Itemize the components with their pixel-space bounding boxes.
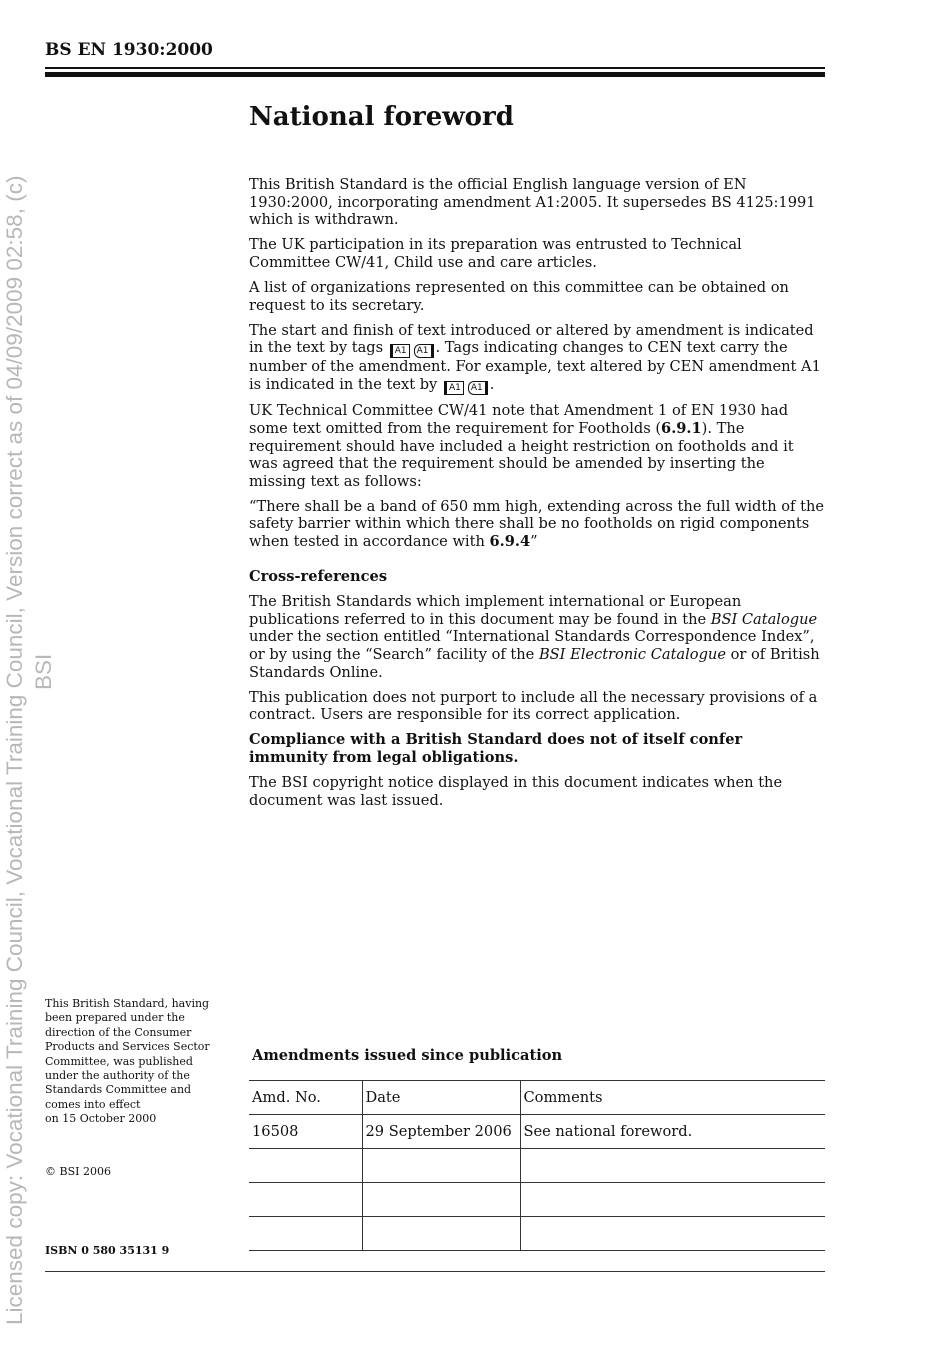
paragraph-6-text-a: “There shall be a band of 650 mm high, extending across the full width of the safety barrier within which there shall be no footholds on rigid components when tested in accordance with (249, 497, 824, 550)
table-row (249, 1149, 825, 1183)
amendment-tag-close-icon: A1 (414, 344, 434, 358)
paragraph-4-text-c: . (489, 375, 495, 393)
paragraph-7 (249, 593, 825, 681)
footer-rule (45, 1271, 825, 1272)
header-amd-no: Amd. No. (249, 1081, 362, 1115)
copyright-notice: © BSI 2006 (45, 1165, 111, 1178)
main-content (249, 100, 825, 817)
amendment-tag-open-icon: A1 (444, 381, 464, 395)
paragraph-5 (249, 402, 825, 490)
paragraph-5-text-a: UK Technical Committee CW/41 note that Amendment 1 of EN 1930 had some text omitted from the requirement for Footholds ( (249, 402, 789, 437)
table-header-row (249, 1081, 825, 1115)
notice-text: This British Standard, having been prepared under the direction of the Consumer Products and Services Sector Committee, was published under the authority of the Standards Committee and comes into effect (45, 997, 210, 1111)
cell-date (362, 1149, 520, 1183)
cell-comments: See national foreword. (520, 1115, 825, 1149)
effect-date: on 15 October 2000 (45, 1112, 157, 1126)
header-comments: Comments (520, 1081, 825, 1115)
cell-amd-no: 16508 (249, 1115, 362, 1149)
paragraph-4-text-a: The start and finish of text introduced or altered by amendment is indicated in the text by tags (249, 321, 814, 357)
table-row (249, 1115, 825, 1149)
amendments-table (249, 1080, 825, 1251)
amendments-title: Amendments issued since publication (252, 1047, 563, 1064)
watermark-line-1: Licensed copy: Vocational Training Council, Vocational Training Council, Version correct as of 04/09/2009 02:58, (c) (2, 175, 27, 1325)
paragraph-1: This British Standard is the official English language version of EN 1930:2000, incorporating amendment A1:2005. It supersedes BS 4125:1991 which is withdrawn. (249, 176, 816, 229)
cell-amd-no (249, 1149, 362, 1183)
cell-comments (520, 1183, 825, 1217)
paragraph-5-text-b: ). The requirement should have included a height restriction on footholds and it was agreed that the requirement should be amended by inserting the missing text as follows: (249, 419, 794, 490)
paragraph-10: The BSI copyright notice displayed in this document indicates when the document was last issued. (249, 774, 783, 809)
paragraph-7-text-e: or of British Standards Online. (249, 645, 820, 681)
amendment-tag-close-icon: A1 (468, 381, 488, 395)
page-title: National foreword (249, 102, 514, 132)
paragraph-3: A list of organizations represented on this committee can be obtained on request to its secretary. (249, 278, 789, 314)
paragraph-2: The UK participation in its preparation was entrusted to Technical Committee CW/41, Child use and care articles. (249, 236, 742, 271)
paragraph-4 (249, 322, 825, 395)
cell-date: 29 September 2006 (362, 1115, 520, 1149)
paragraph-4-text-b: . Tags indicating changes to CEN text carry the number of the amendment. For example, text altered by CEN amendment A1 is indicated in the text by (249, 339, 821, 393)
cell-amd-no (249, 1217, 362, 1251)
paragraph-8: This publication does not purport to include all the necessary provisions of a contract. Users are responsible for its correct application. (249, 688, 818, 724)
document-id: BS EN 1930:2000 (45, 40, 213, 60)
watermark-svg (0, 0, 70, 1345)
header-date: Date (362, 1081, 520, 1115)
paragraph-7-text-c: under the section entitled “International Standards Correspondence Index”, or by using the “Search” facility of the (249, 628, 815, 663)
cell-amd-no (249, 1183, 362, 1217)
clause-ref-6-9-4: 6.9.4 (489, 533, 531, 550)
cell-date (362, 1183, 520, 1217)
amendment-tag-open-icon: A1 (390, 344, 410, 358)
header-rule-thick (45, 72, 825, 77)
cell-comments (520, 1217, 825, 1251)
bsi-catalogue: BSI Catalogue (710, 610, 818, 628)
paragraph-6-text-b: ” (530, 533, 538, 550)
cell-date (362, 1217, 520, 1251)
cell-comments (520, 1149, 825, 1183)
bsi-electronic-catalogue: BSI Electronic Catalogue (538, 645, 726, 663)
paragraph-7-text-a: The British Standards which implement international or European publications referred to in this document may be found in the (249, 593, 742, 628)
header-rule-thin (45, 67, 825, 69)
publication-notice (45, 997, 227, 1127)
table-row (249, 1217, 825, 1251)
compliance-statement: Compliance with a British Standard does not of itself confer immunity from legal obligations. (249, 731, 743, 766)
paragraph-6 (249, 498, 825, 551)
watermark-line-2: BSI (31, 653, 56, 690)
watermark (0, 0, 70, 1345)
isbn: ISBN 0 580 35131 9 (45, 1244, 170, 1257)
clause-ref-6-9-1: 6.9.1 (661, 419, 702, 437)
table-row (249, 1183, 825, 1217)
cross-references-heading: Cross-references (249, 567, 388, 585)
